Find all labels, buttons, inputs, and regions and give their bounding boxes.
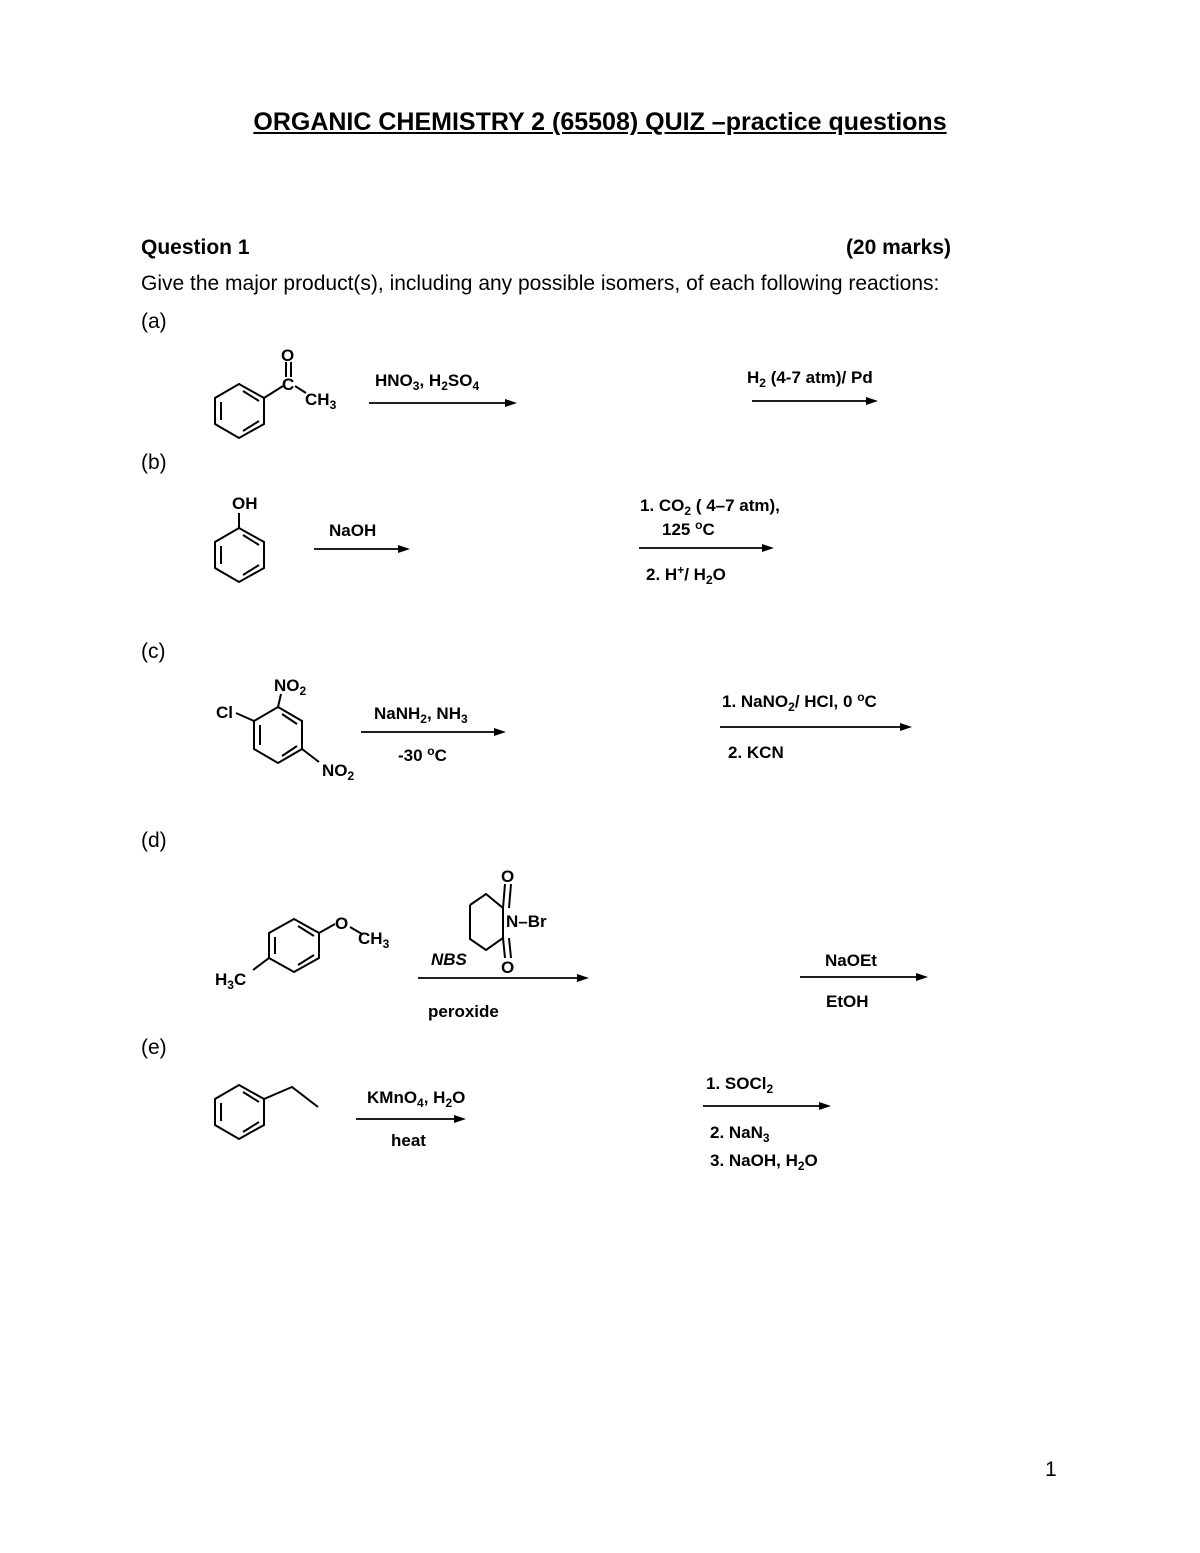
reagent-b2-step2: 2. H+/ $H_2O$	[646, 563, 726, 587]
question-label: Question 1	[141, 236, 250, 259]
reaction-arrow-a1	[369, 399, 517, 407]
part-b-scheme	[215, 494, 780, 587]
nitro-group-top: $NO_2$	[274, 676, 307, 698]
ether-oxygen: O	[335, 914, 349, 933]
benzene-ring-a	[215, 384, 264, 438]
nbs-structure	[470, 884, 511, 958]
reagent-c2-step2: 2. KCN	[728, 743, 784, 762]
bond-ring-methyl	[253, 958, 269, 970]
reagent-b2-step1: 1. $CO_2$ ( 4–7 atm),	[640, 496, 780, 518]
reaction-arrow-d2	[800, 973, 928, 981]
reagent-b2-temp: 125 $^o$C	[662, 518, 715, 539]
ketone-oxygen: O	[281, 346, 295, 365]
bond-ring-no2-top	[278, 694, 281, 707]
bond-ring-no2-bottom	[302, 749, 319, 762]
nbs-oxygen-top: O	[501, 867, 515, 886]
ethyl-chain	[264, 1087, 318, 1107]
part-a-label: (a)	[141, 310, 167, 333]
reaction-arrow-b1	[314, 545, 410, 553]
reaction-arrow-c2	[720, 723, 912, 731]
reagent-e2-step2: 2. NaN$_3$	[710, 1123, 770, 1145]
bond-ring-carbonyl	[264, 386, 283, 398]
part-c-label: (c)	[141, 640, 166, 663]
reaction-arrow-b2	[639, 544, 774, 552]
reaction-arrow-a2	[752, 397, 878, 405]
page-number: 1	[1045, 1458, 1057, 1481]
benzene-ring-c	[254, 707, 302, 763]
part-a-scheme	[215, 346, 878, 438]
reagent-a2: $H_2$ (4-7 atm)/ Pd	[747, 368, 873, 390]
page-title: ORGANIC CHEMISTRY 2 (65508) QUIZ –practice questions	[253, 108, 947, 136]
reagent-e1: KMnO$_4$, $H_2O$	[367, 1088, 466, 1110]
benzene-ring-d	[269, 919, 319, 972]
question-marks: (20 marks)	[845, 236, 951, 259]
condition-d1: peroxide	[428, 1002, 499, 1021]
part-b-label: (b)	[141, 451, 167, 474]
methyl-group: $CH_3$	[305, 390, 337, 412]
reaction-arrow-e1	[356, 1115, 466, 1123]
methoxy-methyl: $CH_3$	[358, 929, 390, 951]
condition-e1: heat	[391, 1131, 426, 1150]
reagent-a1: $HNO_3$, $H_2SO_4$	[375, 371, 480, 393]
reaction-arrow-e2	[703, 1102, 831, 1110]
chloro-group: Cl	[216, 703, 233, 722]
bond-ring-cl	[236, 713, 254, 721]
part-c-scheme	[216, 676, 912, 783]
reaction-arrow-c1	[361, 728, 506, 736]
part-d-label: (d)	[141, 829, 167, 852]
part-e-scheme	[215, 1074, 831, 1173]
benzene-ring-b	[215, 528, 264, 582]
part-e-label: (e)	[141, 1036, 167, 1059]
reagent-e2-step3: 3. NaOH, $H_2O$	[710, 1151, 818, 1173]
reagent-d2: NaOEt	[825, 951, 877, 970]
reagent-c2-step1: 1. NaNO$_2$/ HCl, 0 $^o$C	[722, 690, 877, 714]
aryl-methyl: $H_3C$	[215, 970, 247, 992]
ketone-carbon: C	[282, 375, 295, 394]
benzene-ring-e	[215, 1085, 264, 1139]
condition-d2: EtOH	[826, 992, 869, 1011]
nbs-oxygen-bottom: O	[501, 958, 515, 977]
question-instruction: Give the major product(s), including any possible isomers, of each following reactions:	[141, 272, 940, 295]
bond-ring-oxygen	[319, 924, 335, 933]
reagent-c1: NaNH$_2$, $NH_3$	[374, 704, 468, 726]
condition-c1: -30 $^o$C	[398, 744, 447, 765]
part-d-scheme	[215, 867, 928, 1021]
nitro-group-bottom: $NO_2$	[322, 761, 355, 783]
reagent-b1: NaOH	[329, 521, 377, 540]
reagent-e2-step1: 1. SOCl$_2$	[706, 1074, 774, 1096]
nbs-n-br: N–Br	[506, 912, 547, 931]
nbs-label: NBS	[431, 950, 467, 969]
hydroxyl-group: OH	[232, 494, 258, 513]
